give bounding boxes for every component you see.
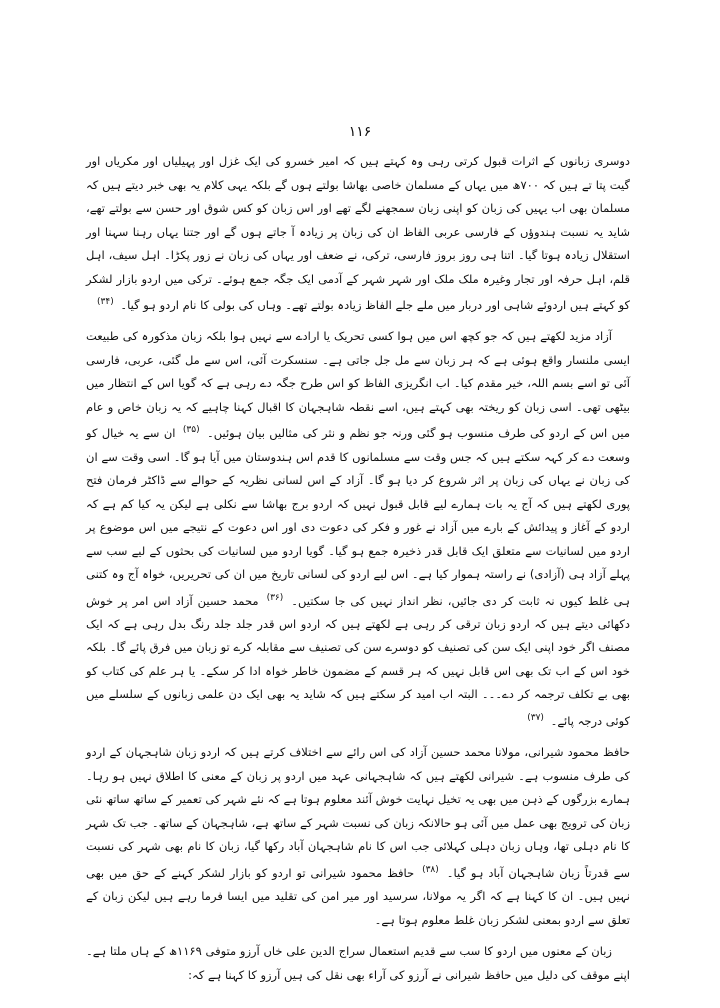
footnote-ref: (۳۸) [422,864,439,875]
paragraph-text-continued: حافظ محمود شیرانی تو اردو کو بازار لشکر کہنے کے حق میں بھی نہیں ہیں۔ ان کا کہنا ہے کہ اگر یہ مولانا، سرسید اور میر امن کی تقلید میں ایسا فرما رہے ہیں لیکن زبان کے تعلق سے اردو بمعنی لشکر زبان غلط معلوم ہوتا ہے۔ [86,865,630,927]
footnote-ref: (۳۶) [266,592,284,603]
paragraph-2 [86,325,630,733]
document-body [86,150,630,995]
paragraph-text: زبان کے معنوں میں اردو کا سب سے قدیم استعمال سراج الدین علی خاں آرزو متوفی ۱۱۶۹ھ کے ہاں ملتا ہے۔ اپنے موقف کی دلیل میں حافظ شیرانی نے آرزو کی آراء بھی نقل کی ہیں آرزو کا کہنا ہے کہ: [86,944,630,982]
footnote-ref: (۳۵) [182,425,200,436]
page-number: ۱۱۶ [348,124,372,140]
paragraph-text-continued: محمد حسین آزاد اس امر پر خوش دکھائی دیتے ہیں کہ اردو زبان ترقی کر رہی ہے لکھتے ہیں کہ اردو اس قدر جلد جلد رنگ بدل رہی ہے کہ ایک مصنف اگر خود اپنی ایک سن کی تصنیف کو دوسرے سن کی تصنیف سے مقابلہ کرے تو زبان میں فرق پائے گا۔ بلکہ خود اس کے اب تک بھی اس قابل نہیں کہ ہر قسم کے مضمون خاطر خواہ ادا کر سکے۔ یا ہر علم کی کتاب کو بھی بے تکلف ترجمہ کر دے۔۔۔ البتہ اب امید کر سکتے ہیں کہ شاید یہ بھی ایک دن علمی زبانوں کے سلسلے میں کوئی درجہ پائے۔ [86,593,630,728]
paragraph-text: حافظ محمود شیرانی، مولانا محمد حسین آزاد کی اس رائے سے اختلاف کرتے ہیں کہ اردو زبان شاہجہان کے اردو کی طرف منسوب ہے۔ شیرانی لکھتے ہیں کہ شاہجہانی عہد میں اردو پر زبان کے معنی کا اطلاق نہیں ہو رہا۔ ہمارے بزرگوں کے ذہن میں بھی یہ تخیل نہایت خوش آئند معلوم ہوتا ہے کہ نئے شہر کی تعمیر کے ساتھ ساتھ نئی زبان کی ترویج بھی عمل میں آئی ہو حالانکہ زبان کی نسبت شہر کے ساتھ ہے، شاہجہان کے ساتھ۔ جب تک شہر کا نام دہلی تھا، وہاں زبان دہلی کہلائی جب اس کا نام شاہجہان آباد رکھا گیا، زبان کا نام بھی شہر کی نسبت سے قدرتاً زبان شاہجہان آباد ہو گیا۔ [86,745,631,880]
paragraph-1 [86,150,630,317]
paragraph-4 [86,940,630,987]
footnote-ref: (۳۷) [527,712,544,723]
paragraph-text: دوسری زبانوں کے اثرات قبول کرتی رہی وہ کہتے ہیں کہ امیر خسرو کی ایک غزل اور پہیلیاں اور مکریاں اور گیت پتا تے ہیں کہ ۷۰۰ھ میں یہاں کے مسلمان خاصی بھاشا بولتے ہوں گے بلکہ یہی کلام یہ بھی خبر دیتے ہیں کہ مسلمان بھی اب یہیں کی زبان کو اپنی زبان سمجھنے لگے تھے اور اس زبان کو کس شوق اور حسن سے بولتے تھے، شاید یہ نسبت ہندوؤں کے فارسی عربی الفاظ ان کی زبان پر زیادہ آ جاتے ہوں گے اور جتنا یہاں رہنا سہنا اور استقلال زیادہ ہوتا گیا۔ اتنا ہی روز بروز فارسی، ترکی، نے ضعف اور یہاں کی زبان نے زور پکڑا۔ اہل سیف، اہل قلم، اہل حرفہ اور تجار وغیرہ ملک ملک اور شہر شہر کے آدمی ایک جگہ جمع ہوئے۔ ترکی میں اردو بازار لشکر کو کہتے ہیں اردوئے شاہی اور دربار میں ملے جلے الفاظ زیادہ بولتے تھے۔ وہاں کی بولی کا نام اردو ہو گیا۔ [86,154,630,312]
paragraph-text: آزاد مزید لکھتے ہیں کہ جو کچھ اس میں ہوا کسی تحریک یا ارادے سے نہیں ہوا بلکہ زبان مذکورہ کی طبیعت ایسی ملنسار واقع ہوئی ہے کہ ہر زبان سے مل جل جاتی ہے۔ سنسکرت آئی، اس سے مل گئی، عربی، فارسی آئی تو اسے بسم اللہ، خیر مقدم کیا۔ اب انگریزی الفاظ کو اس طرح جگہ دے رہی ہے کہ گویا اس کے انتظار میں بیٹھی تھی۔ اسی زبان کو ریختہ بھی کہتے ہیں، اسے نقطہ شاہجہان کا اقبال کہنا چاہیے کہ یہ زبان خاص و عام میں اس کے اردو کی طرف منسوب ہو گئی ورنہ جو نظم و نثر کی مثالیں بیان ہوئیں۔ [86,329,630,441]
paragraph-text-continued: ان سے یہ خیال کو وسعت دے کر کہہ سکتے ہیں کہ جس وقت سے مسلمانوں کا قدم اس ہندوستان میں آیا ہو گا۔ اسی وقت سے ان کی زبان نے یہاں کی زبان پر اثر شروع کر دیا ہو گا۔ آزاد کے اس لسانی نظریہ کے حوالے سے ڈاکٹر فرمان فتح پوری لکھتے ہیں کہ آج یہ بات ہمارے لیے قابل قبول نہیں کہ اردو برج بھاشا سے نکلی ہے لیکن یہ کیا کم ہے کہ اردو کے آغاز و پیدائش کے بارے میں آزاد نے غور و فکر کی دعوت دی اور اس دعوت کے نتیجے میں اس موضوع پر اردو میں لسانیات سے متعلق ایک قابل قدر ذخیرہ جمع ہو گیا۔ گویا اردو میں لسانیات کی بحثوں کے لیے سب سے پہلے آزاد ہی (آزادی) نے راستہ ہموار کیا ہے۔ اس لیے اردو کی لسانی تاریخ میں ان کی تحریریں، خواہ آج وہ کتنی ہی غلط کیوں نہ ثابت کر دی جائیں، نظر انداز نہیں کی جا سکتیں۔ [86,426,631,608]
footnote-ref: (۳۴) [97,297,114,307]
paragraph-3 [86,741,630,932]
